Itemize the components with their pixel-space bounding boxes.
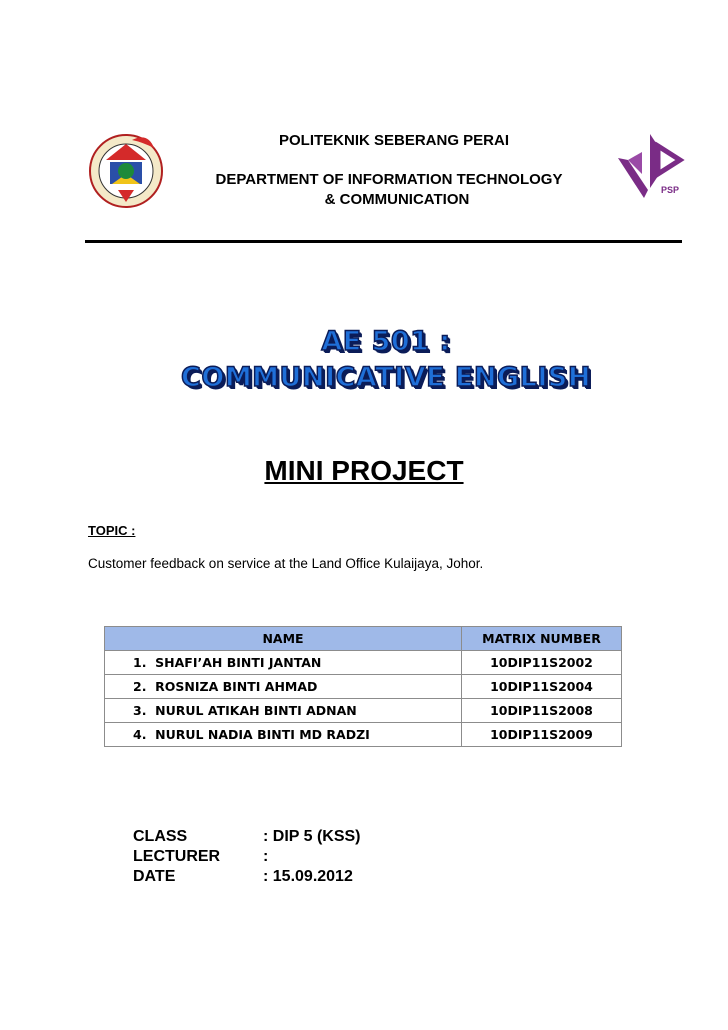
row-number: 1. [133, 655, 147, 670]
member-name: NURUL NADIA BINTI MD RADZI [155, 727, 370, 742]
table-header-row [105, 627, 622, 651]
topic-label: TOPIC : [88, 523, 136, 538]
row-number: 4. [133, 727, 147, 742]
institution-name: POLITEKNIK SEBERANG PERAI [278, 132, 510, 149]
class-value: : DIP 5 (KSS) [263, 828, 361, 845]
matrix-number: 10DIP11S2002 [462, 651, 622, 675]
member-name: ROSNIZA BINTI AHMAD [155, 679, 318, 694]
lecturer-label: LECTURER [133, 848, 221, 865]
table-row [105, 723, 622, 747]
table-row [105, 699, 622, 723]
course-name: COMMUNICATIVE ENGLISH [181, 362, 591, 393]
matrix-number: 10DIP11S2009 [462, 723, 622, 747]
member-name: NURUL ATIKAH BINTI ADNAN [155, 703, 357, 718]
member-name-cell [105, 699, 462, 723]
header-matrix: MATRIX NUMBER [462, 627, 622, 651]
matrix-number: 10DIP11S2008 [462, 699, 622, 723]
member-name-cell [105, 651, 462, 675]
class-label: CLASS [133, 828, 188, 845]
matrix-number: 10DIP11S2004 [462, 675, 622, 699]
row-number: 3. [133, 703, 147, 718]
member-name-cell [105, 675, 462, 699]
date-label: DATE [133, 868, 176, 885]
header-name: NAME [105, 627, 462, 651]
member-name: SHAFI’AH BINTI JANTAN [155, 655, 322, 670]
table-row [105, 675, 622, 699]
department-line-1: DEPARTMENT OF INFORMATION TECHNOLOGY [215, 171, 563, 188]
date-value: : 15.09.2012 [263, 868, 353, 885]
header-divider [85, 240, 682, 243]
psp-logo-text: PSP [661, 185, 680, 195]
row-number: 2. [133, 679, 147, 694]
member-name-cell [105, 723, 462, 747]
table-row [105, 651, 622, 675]
department-line-2: & COMMUNICATION [324, 191, 470, 208]
project-title: MINI PROJECT [264, 455, 464, 486]
members-table [104, 626, 622, 747]
lecturer-value: : [263, 848, 269, 865]
course-code: AE 501 : [321, 326, 451, 357]
topic-text: Customer feedback on service at the Land Office Kulaijaya, Johor. [88, 556, 484, 571]
